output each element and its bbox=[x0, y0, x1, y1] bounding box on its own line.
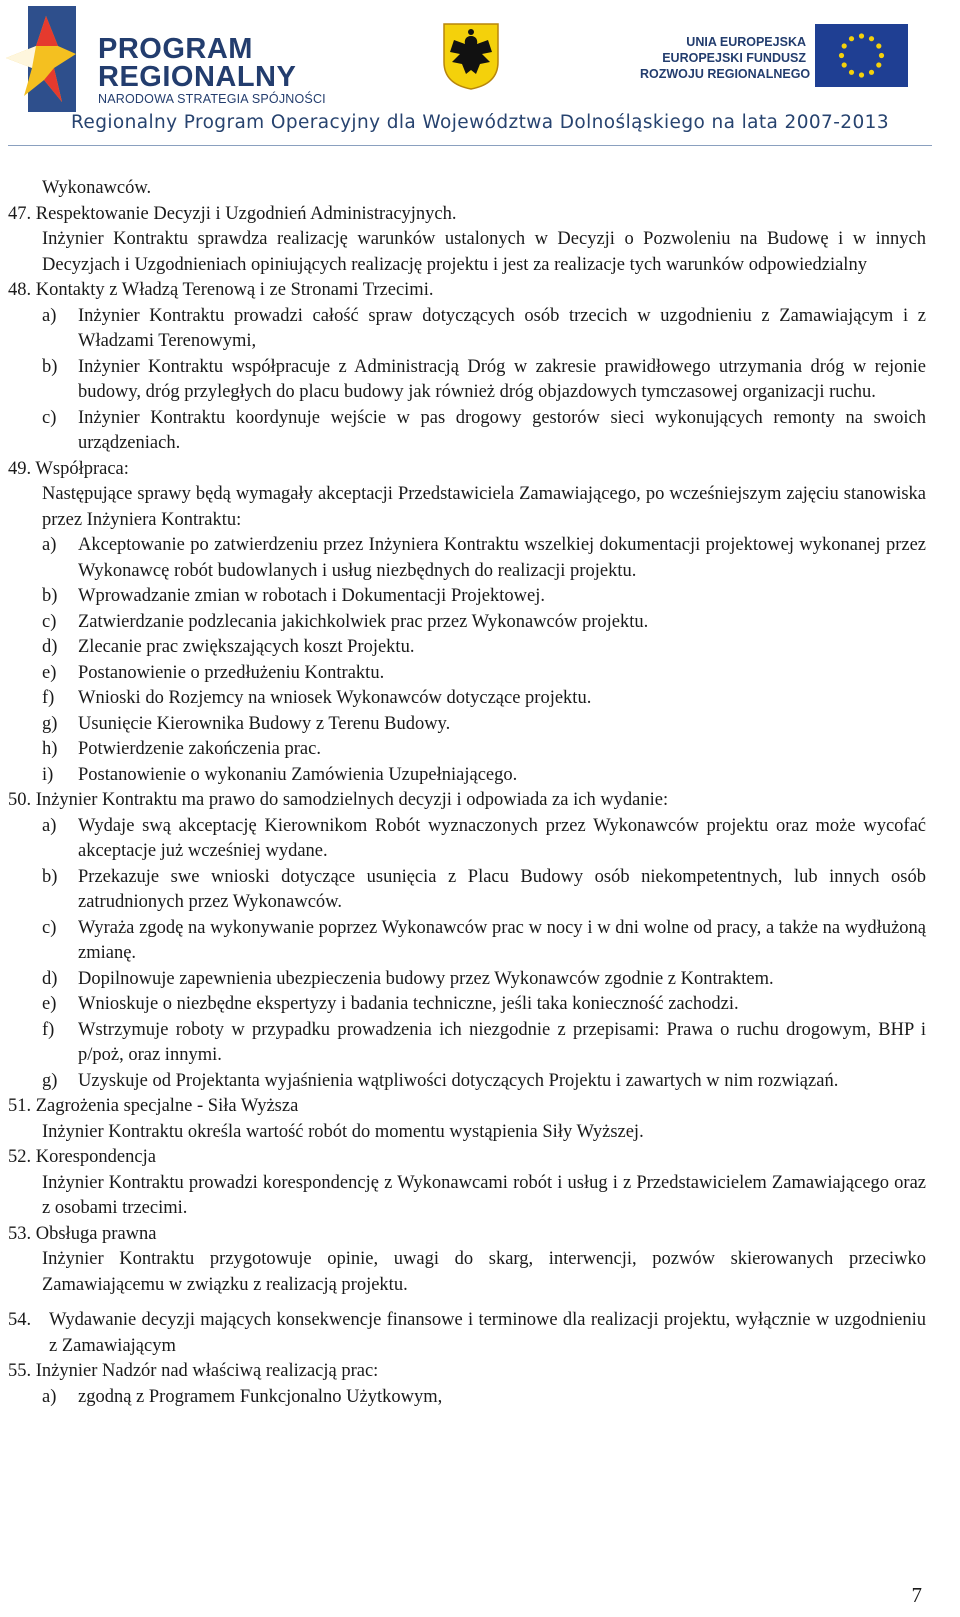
item-text: Inżynier Kontraktu współpracuje z Administracją Dróg w zakresie prawidłowego utrzymania dróg w rejonie budowy, dróg przyległych do placu budowy jak również dróg objazdowych tymczasowej organizacji ruchu. bbox=[78, 356, 926, 402]
section-50-heading: 50. Inżynier Kontraktu ma prawo do samodzielnych decyzji i odpowiada za ich wydanie: bbox=[8, 790, 669, 810]
document-body bbox=[0, 176, 960, 1410]
program-title-line-2: REGIONALNY bbox=[98, 61, 297, 93]
section-49-text: Następujące sprawy będą wymagały akceptacji Przedstawiciela Zamawiającego, po wcześniejszym zajęciu stanowiska przez Inżyniera Kontraktu: bbox=[42, 484, 926, 530]
section-50-item bbox=[0, 967, 960, 993]
item-label: h) bbox=[42, 739, 58, 759]
section-47-heading: 47. Respektowanie Decyzji i Uzgodnień Administracyjnych. bbox=[8, 203, 457, 224]
section-52-text: Inżynier Kontraktu prowadzi korespondencję z Wykonawcami robót i usług i z Przedstawicielem Zamawiającego oraz z osobami trzecimi. bbox=[42, 1172, 926, 1218]
item-text: Wnioskuje o niezbędne ekspertyzy i badania techniczne, jeśli taka konieczność zachodzi. bbox=[78, 994, 739, 1014]
section-55-item bbox=[0, 1385, 960, 1411]
section-50-item bbox=[0, 865, 960, 916]
section-54 bbox=[0, 1308, 960, 1359]
item-label: d) bbox=[42, 637, 58, 657]
item-text: Przekazuje swe wnioski dotyczące usunięcia z Placu Budowy osób niekompetentnych, lub innych osób zatrudnionych przez Wykonawców. bbox=[78, 866, 926, 912]
coat-of-arms-eagle-icon bbox=[442, 22, 500, 90]
item-text: Wnioski do Rozjemcy na wniosek Wykonawców dotyczące projektu. bbox=[78, 688, 592, 708]
section-48-item bbox=[0, 355, 960, 406]
page-header bbox=[0, 0, 960, 150]
program-regionalny-logo bbox=[6, 6, 346, 114]
item-label: a) bbox=[42, 815, 57, 836]
item-label: f) bbox=[42, 1019, 55, 1040]
item-text: Zatwierdzanie podzlecania jakichkolwiek prac przez Wykonawców projektu. bbox=[78, 611, 649, 632]
section-48-item bbox=[0, 406, 960, 457]
item-label: b) bbox=[42, 356, 58, 377]
section-49-item bbox=[0, 763, 960, 789]
eu-line-1: UNIA EUROPEJSKA bbox=[686, 35, 806, 49]
item-label: g) bbox=[42, 713, 58, 734]
item-text: Potwierdzenie zakończenia prac. bbox=[78, 739, 321, 759]
item-text: Inżynier Kontraktu prowadzi całość spraw dotyczących osób trzecich w uzgodnieniu z Zamawiającym i z Władzami Terenowymi, bbox=[78, 305, 926, 351]
eu-line-3: ROZWOJU REGIONALNEGO bbox=[640, 67, 811, 81]
program-title-line-1: PROGRAM bbox=[98, 33, 253, 65]
item-text: Uzyskuje od Projektanta wyjaśnienia wątpliwości dotyczących Projektu i zawartych w nim rozwiązań. bbox=[78, 1070, 839, 1091]
item-text: Postanowienie o przedłużeniu Kontraktu. bbox=[78, 662, 385, 683]
item-label: c) bbox=[42, 611, 57, 632]
section-53-heading: 53. Obsługa prawna bbox=[8, 1223, 157, 1244]
intro-fragment: Wykonawców. bbox=[42, 178, 152, 198]
section-52-heading: 52. Korespondencja bbox=[8, 1147, 156, 1167]
section-50-item bbox=[0, 992, 960, 1018]
section-55-heading: 55. Inżynier Nadzór nad właściwą realizacją prac: bbox=[8, 1361, 379, 1381]
section-50-item bbox=[0, 1018, 960, 1069]
header-divider bbox=[8, 145, 932, 146]
section-50-item bbox=[0, 814, 960, 865]
item-text: Wstrzymuje roboty w przypadku prowadzenia ich niezgodnie z przepisami: Prawa o ruchu drogowym, BHP i p/poż, oraz innymi. bbox=[78, 1019, 926, 1065]
eu-flag-icon bbox=[815, 24, 908, 87]
section-49-heading: 49. Współpraca: bbox=[8, 458, 129, 479]
item-label: a) bbox=[42, 535, 57, 555]
spacer bbox=[0, 1298, 960, 1308]
item-text: Postanowienie o wykonaniu Zamówienia Uzupełniającego. bbox=[78, 764, 518, 785]
item-text: Dopilnowuje zapewnienia ubezpieczenia budowy przez Wykonawców zgodnie z Kontraktem. bbox=[78, 968, 774, 989]
item-text: zgodną z Programem Funkcjonalno Użytkowym, bbox=[78, 1386, 443, 1407]
item-text: Usunięcie Kierownika Budowy z Terenu Budowy. bbox=[78, 713, 451, 734]
program-regionalny-star-icon bbox=[6, 6, 76, 112]
section-54-number: 54. bbox=[8, 1310, 32, 1330]
item-label: e) bbox=[42, 662, 57, 683]
section-47-text: Inżynier Kontraktu sprawdza realizację warunków ustalonych w Decyzji o Pozwoleniu na Budowę i w innych Decyzjach i Uzgodnieniach opiniujących realizację projektu i jest za realizacje tych warunków odpowiedzialny bbox=[42, 229, 926, 275]
program-full-name: Regionalny Program Operacyjny dla Województwa Dolnośląskiego na lata 2007-2013 bbox=[70, 112, 889, 133]
item-text: Akceptowanie po zatwierdzeniu przez Inżyniera Kontraktu wszelkiej dokumentacji projektowej wykonanej przez Wykonawcę robót budowlanych i usług niezbędnych do realizacji projektu. bbox=[78, 535, 926, 581]
section-51-text: Inżynier Kontraktu określa wartość robót do momentu wystąpienia Siły Wyższej. bbox=[42, 1121, 644, 1142]
item-label: b) bbox=[42, 866, 58, 887]
item-text: Inżynier Kontraktu koordynuje wejście w pas drogowy gestorów sieci wykonujących remonty na swoich urządzeniach. bbox=[78, 407, 926, 453]
item-label: b) bbox=[42, 586, 58, 606]
section-49-item bbox=[0, 533, 960, 584]
item-text: Zlecanie prac zwiększających koszt Projektu. bbox=[78, 637, 415, 657]
item-label: f) bbox=[42, 688, 55, 708]
section-48-item bbox=[0, 304, 960, 355]
section-48-heading: 48. Kontakty z Władzą Terenową i ze Stronami Trzecimi. bbox=[8, 280, 434, 300]
item-text: Wyraża zgodę na wykonywanie poprzez Wykonawców prac w nocy i w dni wolne od pracy, a także na wydłużoną zmianę. bbox=[78, 917, 926, 963]
section-49-item bbox=[0, 737, 960, 763]
item-label: c) bbox=[42, 407, 57, 428]
item-label: a) bbox=[42, 1386, 57, 1407]
item-label: d) bbox=[42, 968, 58, 989]
section-49-item bbox=[0, 712, 960, 738]
page-number: 7 bbox=[911, 1583, 922, 1607]
item-text: Wprowadzanie zmian w robotach i Dokumentacji Projektowej. bbox=[78, 586, 545, 606]
section-49-item bbox=[0, 610, 960, 636]
section-49-item bbox=[0, 661, 960, 687]
program-subtitle: NARODOWA STRATEGIA SPÓJNOŚCI bbox=[98, 92, 326, 106]
item-label: i) bbox=[42, 764, 54, 785]
item-text: Wydaje swą akceptację Kierownikom Robót wyznaczonych przez Wykonawców projektu oraz może wycofać akceptacje już wcześniej wydane. bbox=[78, 815, 926, 861]
section-49-item bbox=[0, 584, 960, 610]
section-49-item bbox=[0, 635, 960, 661]
section-54-text: Wydawanie decyzji mających konsekwencje finansowe i terminowe dla realizacji projektu, wyłącznie w uzgodnieniu z Zamawiającym bbox=[49, 1310, 926, 1356]
section-49-item bbox=[0, 686, 960, 712]
section-50-item bbox=[0, 1069, 960, 1095]
eu-line-2: EUROPEJSKI FUNDUSZ bbox=[662, 51, 806, 65]
item-label: e) bbox=[42, 994, 57, 1014]
section-53-text: Inżynier Kontraktu przygotowuje opinie, uwagi do skarg, interwencji, pozwów skierowanych przeciwko Zamawiającemu w związku z realizacją projektu. bbox=[42, 1249, 926, 1295]
item-label: a) bbox=[42, 305, 57, 326]
section-51-heading: 51. Zagrożenia specjalne - Siła Wyższa bbox=[8, 1096, 299, 1116]
section-50-item bbox=[0, 916, 960, 967]
item-label: g) bbox=[42, 1070, 58, 1091]
eu-fund-text bbox=[640, 34, 811, 82]
item-label: c) bbox=[42, 917, 57, 938]
